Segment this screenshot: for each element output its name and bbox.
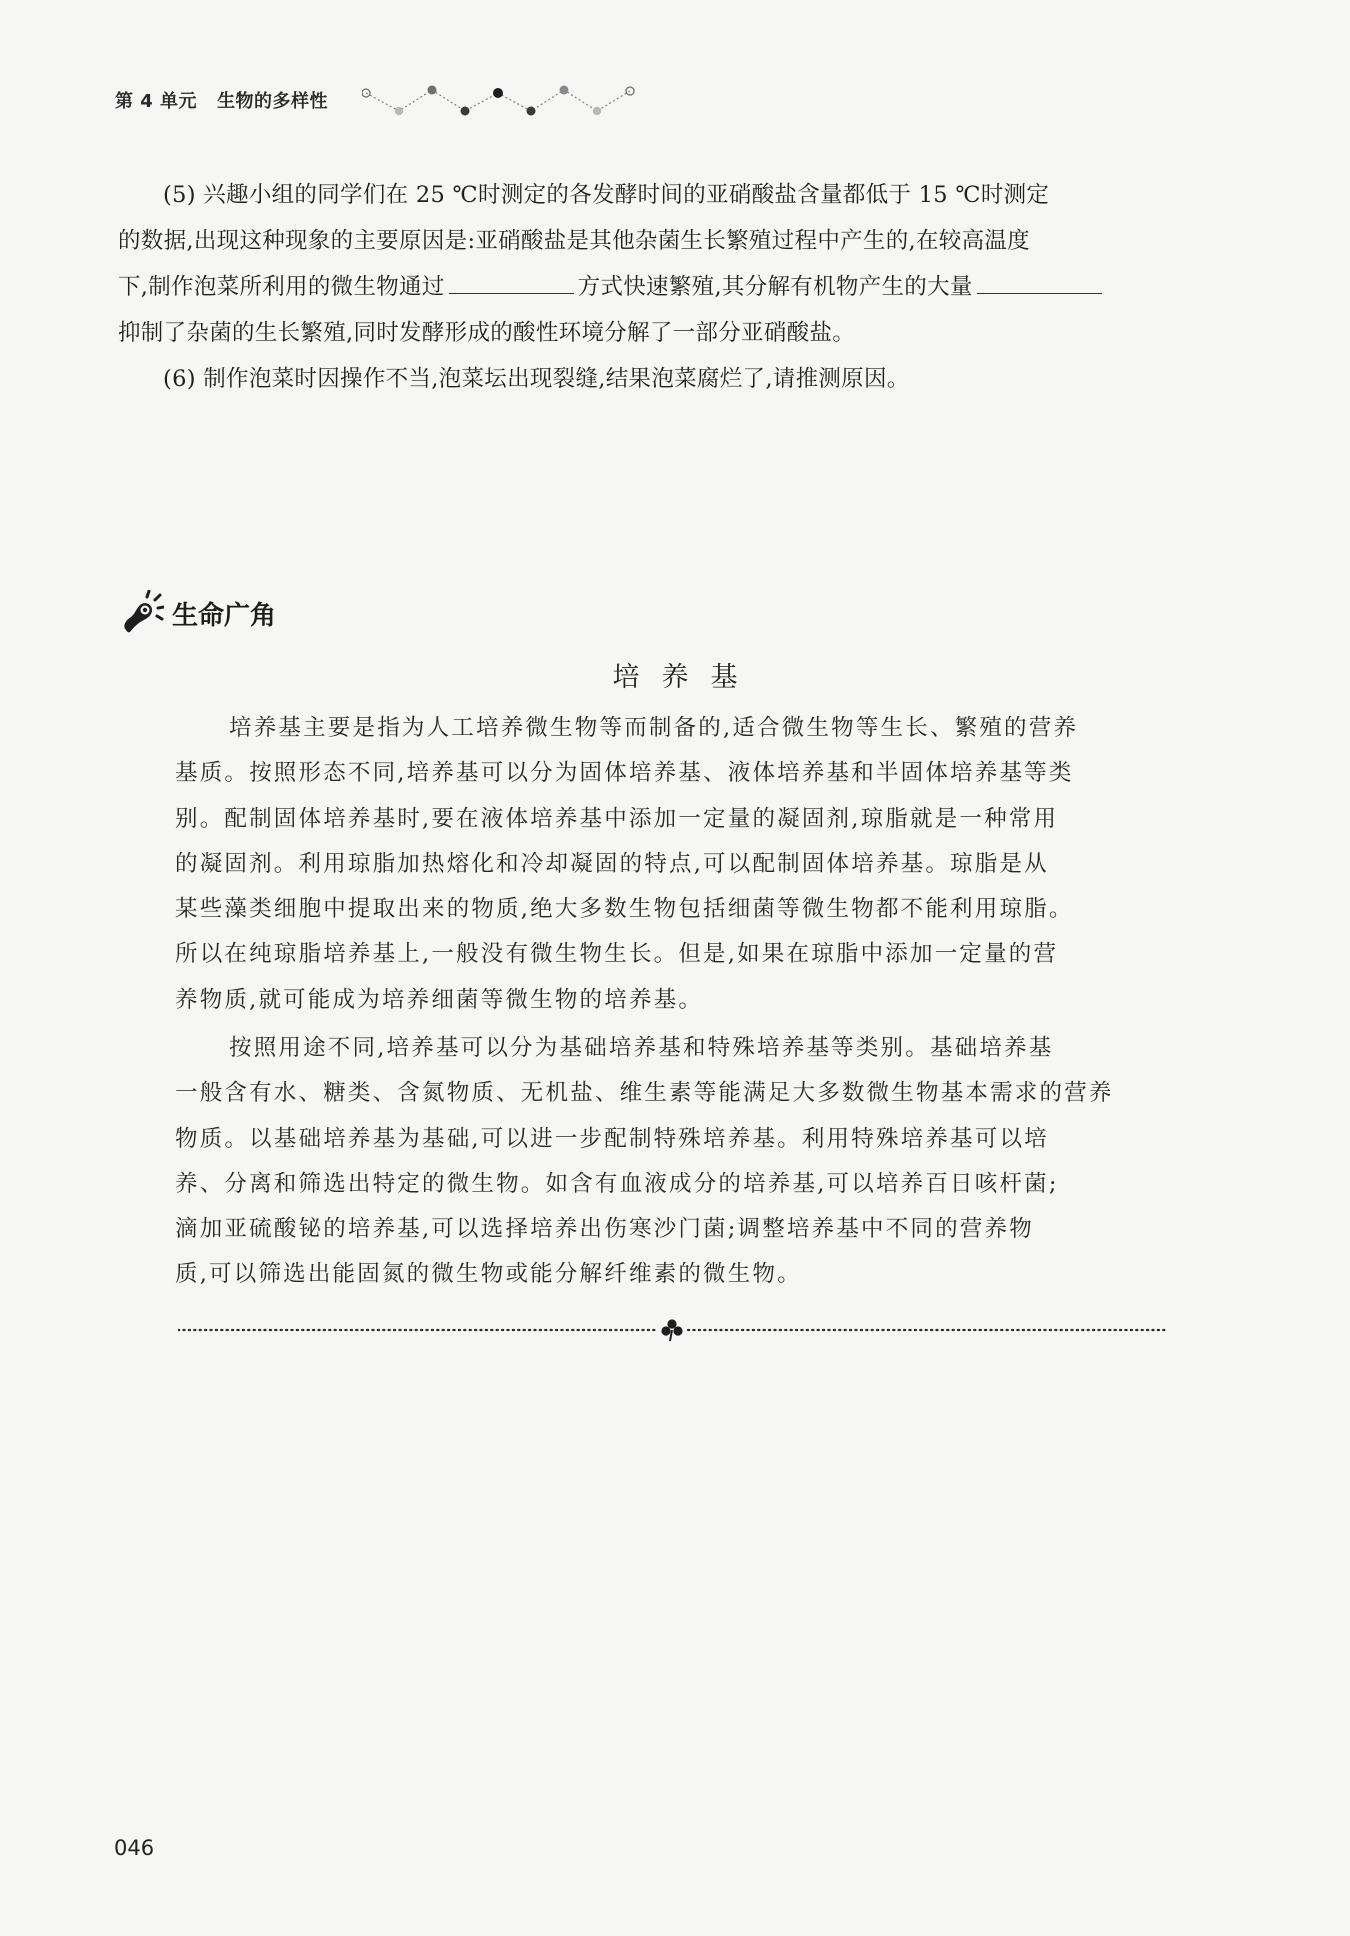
- answer-blank-1[interactable]: [449, 271, 574, 294]
- question-5-line-4: 抑制了杂菌的生长繁殖,同时发酵形成的酸性环境分解了一部分亚硝酸盐。: [118, 320, 856, 346]
- section-divider: [178, 1318, 1168, 1342]
- page-number: 046: [114, 1836, 155, 1860]
- answer-blank-2[interactable]: [977, 271, 1102, 294]
- question-5-line-3-part-a: 下,制作泡菜所利用的微生物通过: [118, 274, 445, 300]
- unit-label: 第 4 单元: [115, 91, 198, 112]
- paragraph-1-line: 基质。按照形态不同,培养基可以分为固体培养基、液体培养基和半固体培养基等类: [175, 760, 1074, 787]
- paragraph-2-line: 养、分离和筛选出特定的微生物。如含有血液成分的培养基,可以培养百日咳杆菌;: [175, 1170, 1059, 1197]
- header-beads-decoration-icon: [362, 82, 647, 122]
- section-header: [118, 590, 276, 636]
- paragraph-2-line: 一般含有水、糖类、含氮物质、无机盐、维生素等能满足大多数微生物基本需求的营养: [175, 1080, 1114, 1107]
- clover-icon: [661, 1319, 682, 1341]
- paragraph-1-line: 培养基主要是指为人工培养微生物等而制备的,适合微生物等生长、繁殖的营养: [229, 715, 1079, 741]
- paragraph-2-line: 质,可以筛选出能固氮的微生物或能分解纤维素的微生物。: [175, 1261, 802, 1288]
- paragraph-1-line: 所以在纯琼脂培养基上,一般没有微生物生长。但是,如果在琼脂中添加一定量的营: [175, 941, 1059, 968]
- question-6: (6) 制作泡菜时因操作不当,泡菜坛出现裂缝,结果泡菜腐烂了,请推测原因。: [163, 366, 910, 392]
- paragraph-2-line: 滴加亚硫酸铋的培养基,可以选择培养出伤寒沙门菌;调整培养基中不同的营养物: [175, 1216, 1034, 1243]
- question-5-line-3-part-b: 方式快速繁殖,其分解有机物产生的大量: [577, 274, 973, 300]
- paragraph-1-line: 别。配制固体培养基时,要在液体培养基中添加一定量的凝固剂,琼脂就是一种常用: [175, 805, 1059, 832]
- article-title: 培养基: [612, 662, 760, 693]
- paragraph-2-line: 物质。以基础培养基为基础,可以进一步配制特殊培养基。利用特殊培养基可以培: [175, 1125, 1049, 1152]
- paragraph-1-line: 养物质,就可能成为培养细菌等微生物的培养基。: [175, 986, 704, 1013]
- paragraph-1-line: 某些藻类细胞中提取出来的物质,绝大多数生物包括细菌等微生物都不能利用琼脂。: [175, 896, 1074, 923]
- article-paragraph-2: [175, 1026, 1165, 1298]
- paragraph-2-line: 按照用途不同,培养基可以分为基础培养基和特殊培养基等类别。基础培养基: [229, 1035, 1054, 1061]
- paragraph-1-line: 的凝固剂。利用琼脂加热熔化和冷却凝固的特点,可以配制固体培养基。琼脂是从: [175, 850, 1049, 877]
- question-5-line-3: [118, 270, 1106, 304]
- question-5-line-2: 的数据,出现这种现象的主要原因是:亚硝酸盐是其他杂菌生长繁殖过程中产生的,在较高温度: [118, 228, 1030, 254]
- section-title: 生命广角: [172, 600, 277, 631]
- running-header: [115, 87, 328, 113]
- question-5-line-1: (5) 兴趣小组的同学们在 25 ℃时测定的各发酵时间的亚硝酸盐含量都低于 15 ℃时测定: [163, 182, 1050, 208]
- unit-title: 生物的多样性: [217, 91, 329, 112]
- article-paragraph-1: [175, 706, 1165, 1023]
- lightbulb-icon: [118, 590, 164, 636]
